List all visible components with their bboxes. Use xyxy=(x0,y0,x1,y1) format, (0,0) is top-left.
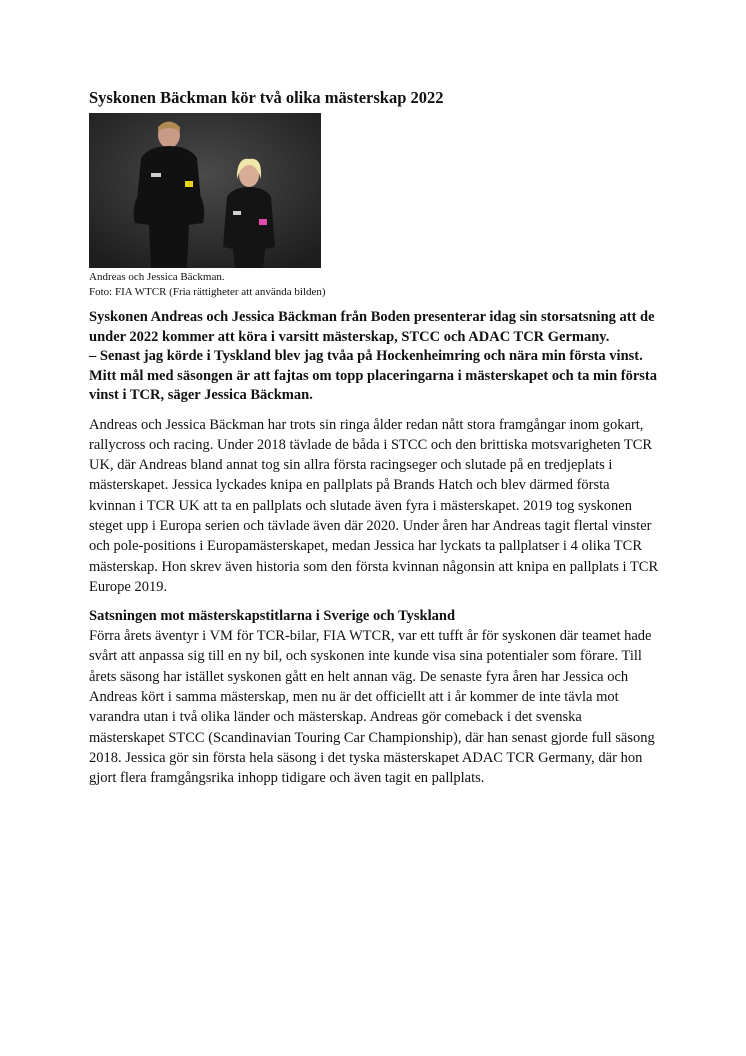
lead-paragraph: Syskonen Andreas och Jessica Bäckman från Boden presenterar idag sin storsatsning att de under 2022 kommer att köra i varsitt mästerskap, STCC och ADAC TCR Germany. xyxy=(89,309,655,345)
body-paragraph-2: Förra årets äventyr i VM för TCR-bilar, FIA WTCR, var ett tufft år för syskonen där teamet hade svårt att anpassa sig till en ny bil, och syskonen inte kunde visa sina potentialer som förare. Till årets säsong har istället syskonen gått en helt annan väg. De senaste fyra åren har Jessica och Andreas kört i samma mästerskap, men nu är det officiellt att i år kommer de inte tävla mot varandra utan i två olika länder och mästerskap. Andreas gör comeback i det svenska mästerskapet STCC (Scandinavian Touring Car Championship), där han senast gjorde full säsong 2018. Jessica gör sin första hela säsong i det tyska mästerskapet ADAC TCR Germany, där hon gjort flera framgångsrika inhopp tidigare och även tagit en pallplats. xyxy=(89,628,655,787)
article-title: Syskonen Bäckman kör två olika mästerskap 2022 xyxy=(89,88,444,107)
section-heading: Satsningen mot mästerskapstitlarna i Sverige och Tyskland xyxy=(89,608,456,625)
photo-andreas-jessica xyxy=(89,113,321,268)
photo-illustration xyxy=(89,113,321,268)
body-paragraph-1: Andreas och Jessica Bäckman har trots sin ringa ålder redan nått stora framgångar inom gokart, rallycross och racing. Under 2018 tävlade de båda i STCC och den brittiska motsvarigheten TCR UK, där Andreas bland annat tog sin allra första racingseger och slutade på en tredjeplats i mästerskapet. Jessica lyckades knipa en pallplats på Brands Hatch och blev därmed första kvinnan i TCR UK att ta en pallplats och slutade även fyra i mästerskapet. 2019 tog syskonen steget upp i Europa serien och tävlade även där 2020. Under åren har Andreas tagit flertal vinster och pole-positions i Europamästerskapet, medan Jessica har lyckats ta pallplatser i 4 olika TCR mästerskap. Hon skrev även historia som den första kvinnan någonsin att knipa en pallplats i TCR Europe 2019. xyxy=(89,416,659,595)
body-section xyxy=(89,415,659,598)
lead-quote: – Senast jag körde i Tyskland blev jag tvåa på Hockenheimring och nära min första vinst. Mitt mål med säsongen är att fajtas om topp placeringarna i mästerskapet och ta min första vinst i TCR, säger Jessica Bäckman. xyxy=(89,348,657,403)
caption-credit: Foto: FIA WTCR (Fria rättigheter att använda bilden) xyxy=(89,286,326,298)
photo-caption xyxy=(89,270,659,300)
lead-section xyxy=(89,308,659,406)
caption-names: Andreas och Jessica Bäckman. xyxy=(89,271,225,283)
press-release xyxy=(89,88,659,789)
